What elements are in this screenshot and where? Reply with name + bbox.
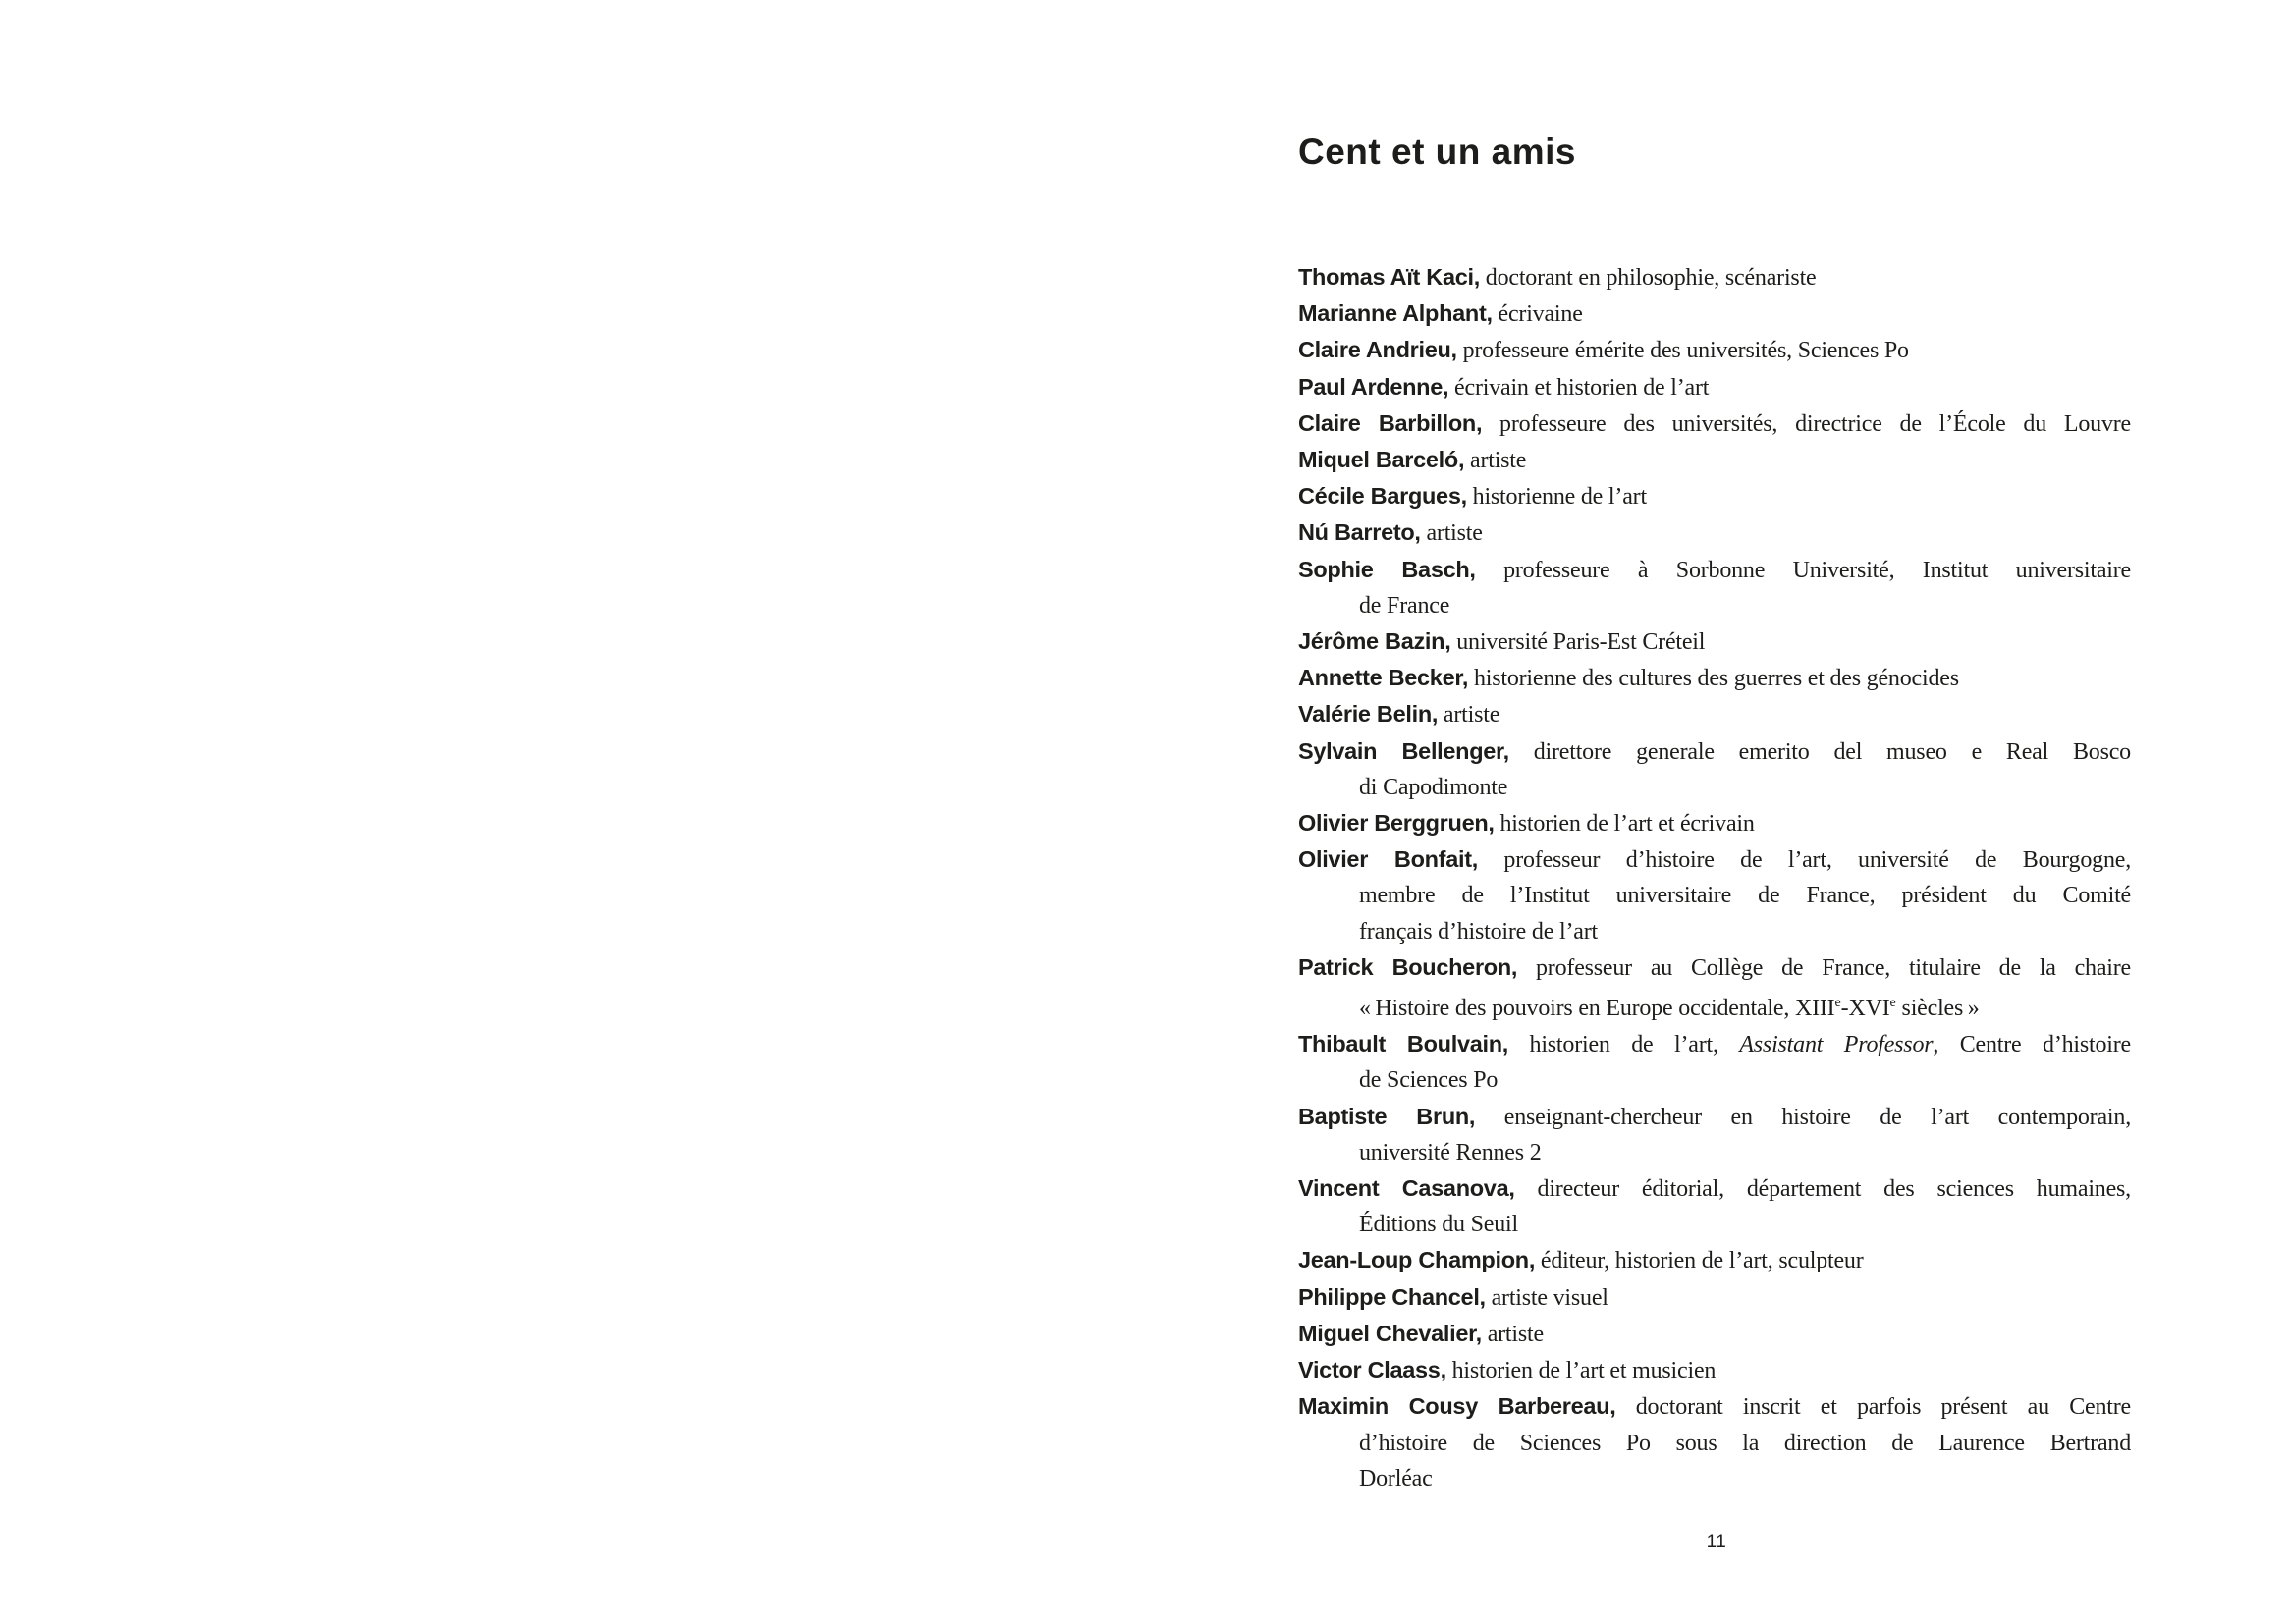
person-name: Annette Becker, xyxy=(1298,665,1469,691)
list-line xyxy=(1298,1461,2131,1496)
person-role-segment: artiste xyxy=(1464,448,1527,474)
person-role-segment: université Rennes 2 xyxy=(1359,1139,1542,1165)
person-name: Patrick Boucheron, xyxy=(1298,953,1518,980)
list-line xyxy=(1298,733,2131,770)
person-name: Victor Claass, xyxy=(1298,1357,1446,1383)
list-line xyxy=(1298,442,2131,478)
person-role-segment: écrivaine xyxy=(1492,301,1583,328)
person-role-segment: professeur d’histoire de l’art, université de Bourgogne, xyxy=(1477,847,2131,874)
list-line xyxy=(1298,1279,2131,1316)
list-line xyxy=(1298,1135,2131,1170)
person-name: Claire Andrieu, xyxy=(1298,337,1457,363)
list-line xyxy=(1298,332,2131,368)
list-line xyxy=(1298,369,2131,406)
person-role-segment: de Sciences Po xyxy=(1359,1067,1499,1094)
list-line xyxy=(1298,1062,2131,1098)
person-role-segment: professeure des universités, directrice de l’École du Louvre xyxy=(1482,410,2132,437)
person-role-segment: direttore generale emerito del museo e Real Bosco xyxy=(1508,738,2131,765)
person-role-segment: éditeur, historien de l’art, sculpteur xyxy=(1535,1248,1864,1274)
person-role-segment: membre de l’Institut universitaire de France, président du Comité xyxy=(1359,883,2131,909)
person-role-segment: université Paris-Est Créteil xyxy=(1450,629,1706,656)
person-role-segment: professeur au Collège de France, titulaire de la chaire xyxy=(1517,954,2131,981)
person-name: Miguel Chevalier, xyxy=(1298,1320,1482,1346)
person-role-segment: Assistant Professor xyxy=(1739,1032,1934,1058)
person-name: Maximin Cousy Barbereau, xyxy=(1298,1393,1616,1420)
person-role-segment: historienne des cultures des guerres et des génocides xyxy=(1468,666,1959,692)
person-role-segment: historien de l’art, xyxy=(1508,1032,1740,1058)
list-line xyxy=(1298,588,2131,623)
list-line xyxy=(1298,841,2131,878)
list-line xyxy=(1298,770,2131,805)
list-line xyxy=(1298,296,2131,332)
person-role-segment: di Capodimonte xyxy=(1359,774,1508,800)
person-role-segment: e xyxy=(1834,996,1841,1011)
person-name: Olivier Bonfait, xyxy=(1298,846,1478,873)
list-line xyxy=(1298,1242,2131,1278)
person-role-segment: de France xyxy=(1359,592,1450,619)
person-name: Thomas Aït Kaci, xyxy=(1298,264,1480,290)
person-name: Philippe Chancel, xyxy=(1298,1283,1486,1310)
person-role-segment: doctorant en philosophie, scénariste xyxy=(1479,265,1817,291)
person-role-segment: artiste xyxy=(1481,1321,1544,1347)
list-line xyxy=(1298,1352,2131,1388)
list-line xyxy=(1298,805,2131,841)
list-line xyxy=(1298,623,2131,660)
person-name: Sylvain Bellenger, xyxy=(1298,737,1509,764)
person-name: Claire Barbillon, xyxy=(1298,409,1483,436)
list-line xyxy=(1298,1316,2131,1352)
list-line xyxy=(1298,1388,2131,1425)
person-name: Valérie Belin, xyxy=(1298,701,1439,728)
person-role-segment: -XVI xyxy=(1840,996,1890,1022)
list-line xyxy=(1298,1170,2131,1207)
list-line xyxy=(1298,514,2131,551)
list-line xyxy=(1298,1426,2131,1461)
list-line xyxy=(1298,478,2131,514)
person-name: Olivier Berggruen, xyxy=(1298,810,1495,837)
person-role-segment: Éditions du Seuil xyxy=(1359,1212,1518,1238)
list-line xyxy=(1298,1099,2131,1135)
person-role-segment: , Centre d’histoire xyxy=(1933,1032,2131,1058)
person-role-segment: directeur éditorial, département des sciences humaines, xyxy=(1514,1176,2131,1203)
person-role-segment: historien de l’art et musicien xyxy=(1445,1358,1717,1384)
person-role-segment: artiste visuel xyxy=(1485,1284,1608,1311)
contributors-list xyxy=(1298,259,2131,1496)
person-role-segment: français d’histoire de l’art xyxy=(1359,918,1598,945)
person-role-segment: doctorant inscrit et parfois présent au Centre xyxy=(1615,1394,2131,1421)
person-name: Baptiste Brun, xyxy=(1298,1103,1476,1129)
person-role-segment: artiste xyxy=(1420,520,1483,547)
person-role-segment: professeure à Sorbonne Université, Institut universitaire xyxy=(1475,557,2131,583)
list-line xyxy=(1298,552,2131,588)
page-number: 11 xyxy=(1706,1532,1727,1552)
list-line xyxy=(1298,1026,2131,1062)
list-line xyxy=(1298,986,2131,1026)
list-line xyxy=(1298,660,2131,696)
list-line xyxy=(1298,949,2131,986)
person-role-segment: d’histoire de Sciences Po sous la direction de Laurence Bertrand xyxy=(1359,1430,2131,1456)
list-line xyxy=(1298,406,2131,442)
list-line xyxy=(1298,914,2131,949)
page-title: Cent et un amis xyxy=(1298,131,1576,172)
list-line xyxy=(1298,696,2131,732)
person-name: Jean-Loup Champion, xyxy=(1298,1247,1536,1273)
person-name: Vincent Casanova, xyxy=(1298,1175,1515,1202)
list-line xyxy=(1298,259,2131,296)
list-line xyxy=(1298,878,2131,913)
person-name: Marianne Alphant, xyxy=(1298,300,1493,327)
person-role-segment: « Histoire des pouvoirs en Europe occidentale, XIII xyxy=(1359,996,1835,1022)
person-role-segment: historien de l’art et écrivain xyxy=(1494,811,1755,838)
person-name: Miquel Barceló, xyxy=(1298,447,1465,473)
person-role-segment: e xyxy=(1889,996,1896,1011)
person-name: Nú Barreto, xyxy=(1298,519,1421,546)
person-role-segment: historienne de l’art xyxy=(1466,484,1647,511)
person-role-segment: enseignant-chercheur en histoire de l’art contemporain, xyxy=(1475,1104,2131,1130)
person-role-segment: écrivain et historien de l’art xyxy=(1448,374,1710,401)
person-role-segment: artiste xyxy=(1438,702,1500,729)
person-name: Paul Ardenne, xyxy=(1298,373,1449,400)
list-line xyxy=(1298,1207,2131,1242)
person-name: Thibault Boulvain, xyxy=(1298,1031,1508,1057)
person-role-segment: professeure émérite des universités, Sciences Po xyxy=(1456,338,1909,364)
person-name: Sophie Basch, xyxy=(1298,556,1476,582)
person-role-segment: Dorléac xyxy=(1359,1465,1433,1491)
person-role-segment: siècles » xyxy=(1895,996,1980,1022)
person-name: Cécile Bargues, xyxy=(1298,483,1467,510)
person-name: Jérôme Bazin, xyxy=(1298,628,1451,655)
